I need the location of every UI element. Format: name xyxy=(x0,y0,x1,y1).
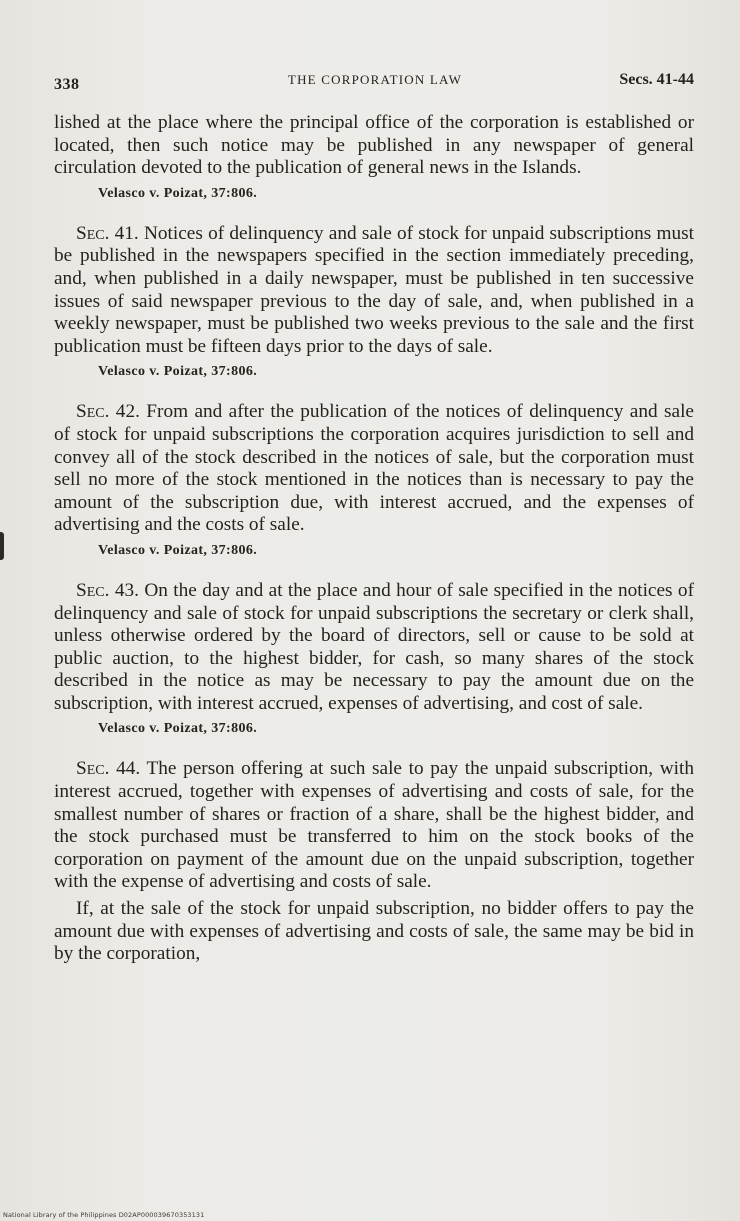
case-citation: Velasco v. Poizat, 37:806. xyxy=(98,542,258,558)
section-44-text: The person offering at such sale to pay the unpaid subscription, with interest accrued, together with expenses of advertising and costs of sale, for the smallest number of shares or fraction of a share, shall be the highest bidder, and the stock purchased must be transferred to him on the stock books of the corporation on payment of the amount due on the unpaid subscription, together with the expense of advertising and costs of sale. xyxy=(54,758,694,893)
case-citation: Velasco v. Poizat, 37:806. xyxy=(98,185,258,201)
section-43-label: Sec. 43. xyxy=(76,579,139,601)
section-42-label: Sec. 42. xyxy=(76,401,140,423)
final-paragraph: If, at the sale of the stock for unpaid subscription, no bidder offers to pay the amount due with expenses of advertising and costs of sale, the same may be bid in by the corporation, xyxy=(54,898,694,965)
section-42-paragraph xyxy=(54,401,694,537)
page-header xyxy=(54,68,696,92)
case-citation: Velasco v. Poizat, 37:806. xyxy=(98,721,258,737)
section-range: Secs. 41-44 xyxy=(619,71,694,88)
scan-footer: National Library of the Philippines D02AP000039670353131 xyxy=(3,1211,205,1219)
scan-binding-mark xyxy=(0,532,4,560)
section-42-text: From and after the publication of the notices of delinquency and sale of stock for unpaid subscriptions the corporation acquires jurisdiction to sell and convey all of the stock described in the notices of sale, but the corporation must sell no more of the stock mentioned in the notices than is necessary to pay the amount of the subscription due, with interest accrued, and the expenses of advertising and the costs of sale. xyxy=(54,401,694,536)
section-43-paragraph xyxy=(54,580,694,716)
section-41-label: Sec. 41. xyxy=(76,222,139,244)
page-content xyxy=(54,112,694,966)
section-44-paragraph xyxy=(54,758,694,894)
section-44-label: Sec. 44. xyxy=(76,758,141,780)
case-citation: Velasco v. Poizat, 37:806. xyxy=(98,364,258,380)
section-41-text: Notices of delinquency and sale of stock for unpaid subscriptions must be published in the newspapers specified in the section immediately preceding, and, when published in a daily newspaper, must be published in ten successive issues of said newspaper previous to the day of sale, and, when published in a weekly newspaper, must be published two weeks previous to the sale and the first publication must be fifteen days prior to the days of sale. xyxy=(54,222,695,357)
running-title: THE CORPORATION LAW xyxy=(287,72,463,87)
section-43-text: On the day and at the place and hour of sale specified in the notices of delinquency and sale of stock for unpaid subscriptions the secretary or clerk shall, unless otherwise ordered by the board of directors, sell or cause to be sold at public auction, to the highest bidder, for cash, so many shares of the stock described in the notice as may be necessary to pay the amount due on the subscription, with interest accrued, expenses of advertising, and cost of sale. xyxy=(54,579,694,714)
continuation-paragraph: lished at the place where the principal office of the corporation is established or located, then such notice may be published in any newspaper of general circulation devoted to the publication of general news in the Islands. xyxy=(54,112,694,179)
page-number: 338 xyxy=(54,76,80,93)
section-41-paragraph xyxy=(54,223,694,359)
